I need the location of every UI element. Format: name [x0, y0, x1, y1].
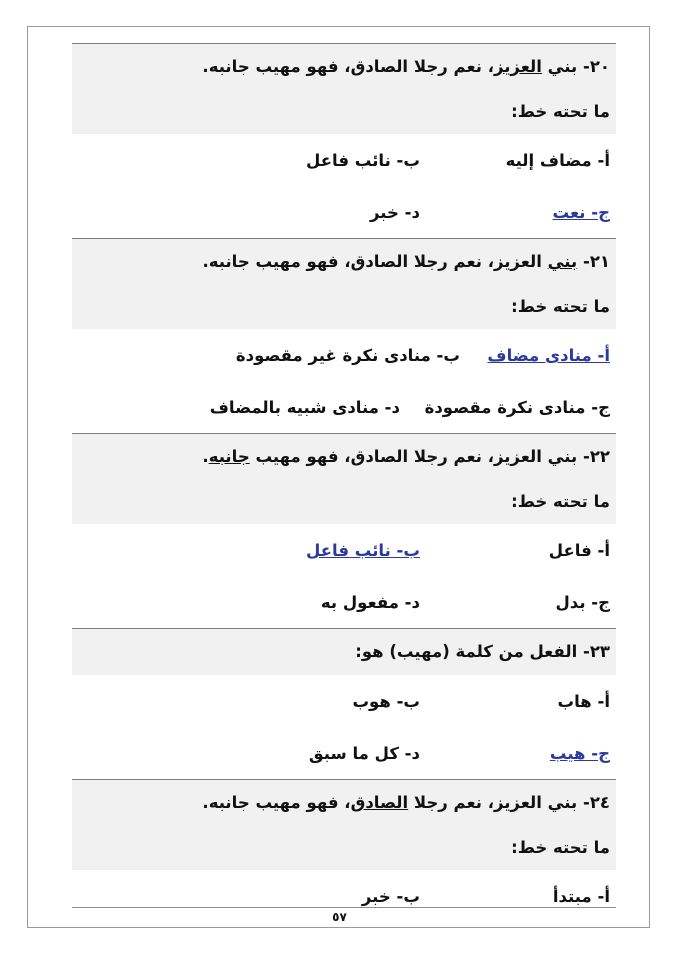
option-c[interactable]: ج- منادى نكرة مقصودة: [424, 397, 610, 417]
option-b-correct[interactable]: ب- نائب فاعل: [306, 540, 420, 560]
option-a[interactable]: أ- فاعل: [548, 540, 610, 560]
stem-text: ، نعم رجلا الصادق، فهو مهيب جانبه.: [202, 57, 494, 76]
option-c-correct[interactable]: ج- هيب: [549, 743, 610, 763]
option-b[interactable]: ب- منادى نكرة غير مقصودة: [235, 345, 460, 365]
option-d[interactable]: د- خبر: [370, 202, 420, 222]
stem-text: .: [202, 447, 209, 466]
question-stem: [78, 780, 610, 826]
underlined-word: بني: [547, 252, 578, 271]
option-d[interactable]: د- مفعول به: [320, 592, 420, 612]
question-21: [72, 238, 616, 433]
question-number: ٢٤-: [582, 793, 610, 812]
stem-text: بني العزيز، نعم رجلا الصادق، فهو مهيب: [249, 447, 578, 466]
underlined-word: الصادق: [350, 793, 409, 812]
question-prompt: ما تحته خط:: [511, 297, 610, 316]
question-stem: [78, 434, 610, 480]
question-stem: [78, 629, 610, 675]
option-c-correct[interactable]: ج- نعت: [552, 202, 610, 222]
question-number: ٢١-: [582, 252, 610, 271]
option-b[interactable]: ب- نائب فاعل: [306, 150, 420, 170]
question-number: ٢٠-: [582, 57, 610, 76]
option-a-correct[interactable]: أ- منادى مضاف: [487, 345, 610, 365]
question-header: [72, 238, 616, 329]
footer-rule: [72, 907, 616, 908]
question-prompt: ما تحته خط:: [511, 102, 610, 121]
options: [72, 675, 616, 779]
option-a[interactable]: أ- هاب: [557, 691, 610, 711]
option-a[interactable]: أ- مبتدأ: [552, 886, 610, 906]
options: [72, 524, 616, 628]
question-header: [72, 779, 616, 870]
stem-text: العزيز، نعم رجلا الصادق، فهو مهيب جانبه.: [202, 252, 548, 271]
page-number: ٥٧: [332, 910, 347, 924]
option-b[interactable]: ب- خبر: [361, 886, 420, 906]
question-header: [72, 433, 616, 524]
question-number: ٢٢-: [582, 447, 610, 466]
question-number: ٢٣-: [582, 642, 610, 661]
option-c[interactable]: ج- بدل: [555, 592, 610, 612]
quiz-page: [72, 43, 616, 922]
question-header: [72, 43, 616, 134]
option-d[interactable]: د- كل ما سبق: [308, 743, 420, 763]
question-23: [72, 628, 616, 779]
question-header: [72, 628, 616, 675]
stem-text: الفعل من كلمة (مهيب) هو:: [355, 642, 578, 661]
stem-text: ، فهو مهيب جانبه.: [202, 793, 351, 812]
option-d[interactable]: د- منادى شبيه بالمضاف: [209, 397, 400, 417]
question-prompt: ما تحته خط:: [511, 492, 610, 511]
question-prompt: ما تحته خط:: [511, 838, 610, 857]
question-20: [72, 43, 616, 238]
stem-text: بني العزيز، نعم رجلا: [408, 793, 578, 812]
underlined-word: جانبه: [208, 447, 250, 466]
underlined-word: العزيز: [493, 57, 542, 76]
question-22: [72, 433, 616, 628]
option-a[interactable]: أ- مضاف إليه: [505, 150, 610, 170]
options: [72, 134, 616, 238]
question-stem: [78, 239, 610, 285]
question-24: [72, 779, 616, 922]
stem-text: بني: [541, 57, 578, 76]
options: [72, 329, 616, 433]
question-stem: [78, 44, 610, 90]
option-b[interactable]: ب- هوب: [352, 691, 420, 711]
